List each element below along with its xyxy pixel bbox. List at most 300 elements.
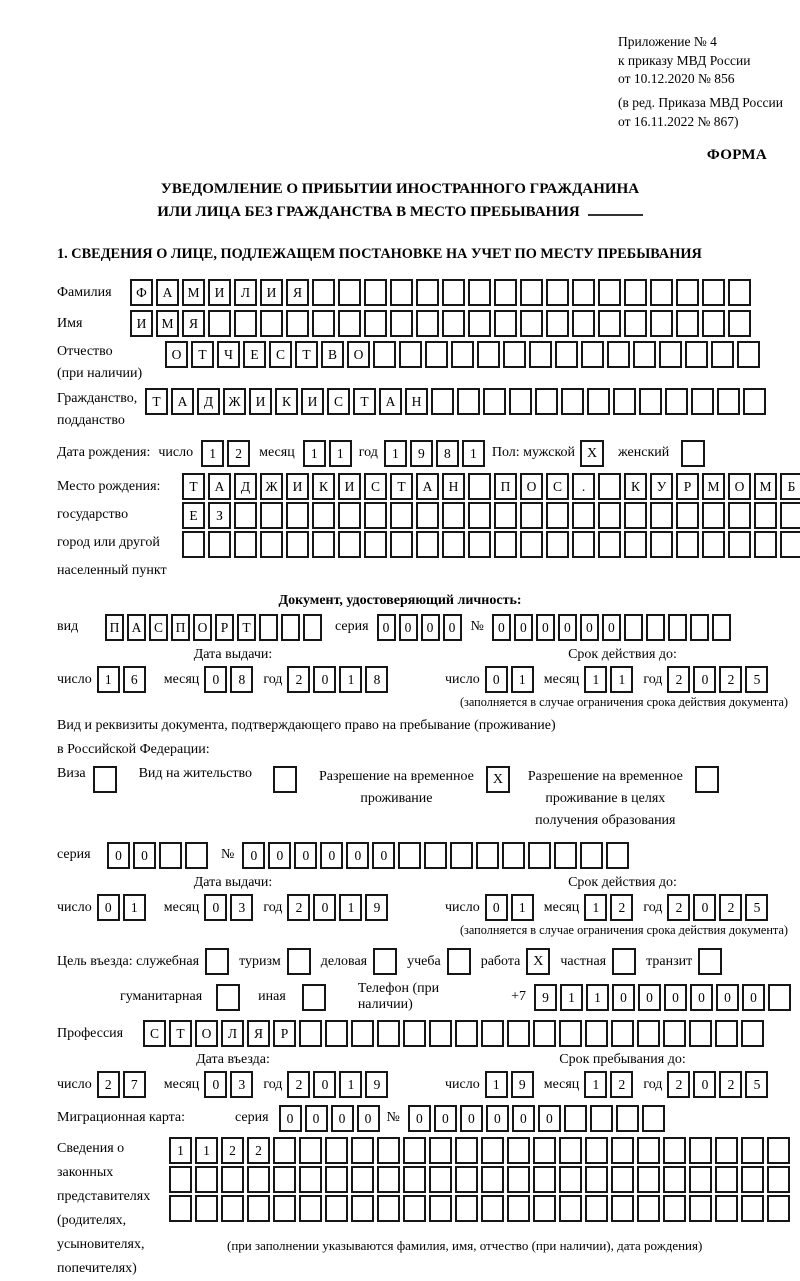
char-cell[interactable] — [338, 531, 361, 558]
char-cell[interactable] — [743, 388, 766, 415]
char-cell[interactable]: Е — [243, 341, 266, 368]
char-cell[interactable]: Л — [234, 279, 257, 306]
char-cell[interactable] — [442, 310, 465, 337]
char-cell[interactable]: Д — [197, 388, 220, 415]
char-cell[interactable] — [624, 531, 647, 558]
char-cell[interactable]: 0 — [538, 1105, 561, 1132]
char-cell[interactable] — [416, 502, 439, 529]
char-cell[interactable] — [676, 502, 699, 529]
char-cell[interactable] — [689, 1020, 712, 1047]
char-cell[interactable] — [195, 1166, 218, 1193]
char-cell[interactable] — [741, 1020, 764, 1047]
char-cell[interactable] — [377, 1137, 400, 1164]
char-cell[interactable] — [520, 531, 543, 558]
char-cell[interactable]: С — [546, 473, 569, 500]
char-cell[interactable] — [689, 1166, 712, 1193]
char-cell[interactable] — [403, 1137, 426, 1164]
char-cell[interactable] — [325, 1166, 348, 1193]
char-cell[interactable] — [377, 1166, 400, 1193]
char-cell[interactable] — [273, 1195, 296, 1222]
char-cell[interactable] — [572, 502, 595, 529]
char-cell[interactable]: 0 — [492, 614, 511, 641]
char-cell[interactable] — [416, 531, 439, 558]
char-cell[interactable]: И — [260, 279, 283, 306]
char-cell[interactable]: А — [416, 473, 439, 500]
char-cell[interactable] — [455, 1166, 478, 1193]
char-cell[interactable]: С — [149, 614, 168, 641]
char-cell[interactable] — [741, 1195, 764, 1222]
char-cell[interactable] — [364, 310, 387, 337]
char-cell[interactable] — [637, 1137, 660, 1164]
stay-until-month[interactable] — [584, 1071, 636, 1098]
char-cell[interactable] — [364, 531, 387, 558]
char-cell[interactable] — [780, 502, 800, 529]
iddoc-series-cells[interactable] — [377, 614, 465, 641]
migration-number-cells[interactable] — [408, 1105, 668, 1132]
char-cell[interactable]: 0 — [399, 614, 418, 641]
char-cell[interactable] — [691, 388, 714, 415]
char-cell[interactable] — [451, 341, 474, 368]
char-cell[interactable] — [338, 310, 361, 337]
char-cell[interactable]: К — [624, 473, 647, 500]
char-cell[interactable]: Ж — [260, 473, 283, 500]
char-cell[interactable]: С — [327, 388, 350, 415]
char-cell[interactable] — [715, 1137, 738, 1164]
char-cell[interactable] — [390, 279, 413, 306]
char-cell[interactable]: 8 — [230, 666, 253, 693]
rvp-checkbox[interactable]: X — [486, 766, 510, 793]
char-cell[interactable] — [564, 1105, 587, 1132]
char-cell[interactable] — [637, 1166, 660, 1193]
char-cell[interactable]: 0 — [434, 1105, 457, 1132]
char-cell[interactable]: 0 — [514, 614, 533, 641]
char-cell[interactable] — [281, 614, 300, 641]
char-cell[interactable]: 0 — [693, 1071, 716, 1098]
char-cell[interactable] — [685, 341, 708, 368]
char-cell[interactable] — [712, 614, 731, 641]
char-cell[interactable] — [481, 1020, 504, 1047]
char-cell[interactable] — [767, 1137, 790, 1164]
char-cell[interactable] — [221, 1195, 244, 1222]
char-cell[interactable]: 0 — [372, 842, 395, 869]
char-cell[interactable]: 2 — [719, 666, 742, 693]
char-cell[interactable] — [494, 310, 517, 337]
iddoc-valid-month[interactable] — [584, 666, 636, 693]
char-cell[interactable]: 2 — [287, 666, 310, 693]
char-cell[interactable] — [663, 1195, 686, 1222]
char-cell[interactable] — [689, 1137, 712, 1164]
profession-cells[interactable] — [143, 1020, 767, 1047]
citizenship-cells[interactable] — [145, 388, 769, 415]
char-cell[interactable] — [702, 279, 725, 306]
char-cell[interactable] — [546, 310, 569, 337]
char-cell[interactable] — [429, 1195, 452, 1222]
char-cell[interactable]: 0 — [204, 1071, 227, 1098]
char-cell[interactable]: Ф — [130, 279, 153, 306]
char-cell[interactable] — [273, 1166, 296, 1193]
firstname-cells[interactable] — [130, 310, 754, 337]
char-cell[interactable] — [185, 842, 208, 869]
char-cell[interactable] — [390, 310, 413, 337]
purpose-delovaya-checkbox[interactable] — [373, 948, 397, 975]
char-cell[interactable]: 0 — [279, 1105, 302, 1132]
char-cell[interactable] — [312, 531, 335, 558]
char-cell[interactable] — [767, 1166, 790, 1193]
char-cell[interactable]: 2 — [247, 1137, 270, 1164]
char-cell[interactable] — [587, 388, 610, 415]
char-cell[interactable]: 1 — [339, 1071, 362, 1098]
char-cell[interactable] — [509, 388, 532, 415]
char-cell[interactable] — [555, 341, 578, 368]
char-cell[interactable] — [429, 1166, 452, 1193]
char-cell[interactable] — [606, 842, 629, 869]
char-cell[interactable]: 1 — [339, 666, 362, 693]
char-cell[interactable] — [286, 531, 309, 558]
char-cell[interactable] — [690, 614, 709, 641]
char-cell[interactable]: Т — [145, 388, 168, 415]
char-cell[interactable] — [351, 1166, 374, 1193]
char-cell[interactable] — [581, 341, 604, 368]
char-cell[interactable]: С — [364, 473, 387, 500]
birth-day-cells[interactable] — [201, 440, 253, 467]
char-cell[interactable] — [676, 531, 699, 558]
char-cell[interactable]: О — [193, 614, 212, 641]
char-cell[interactable] — [399, 341, 422, 368]
char-cell[interactable] — [572, 310, 595, 337]
char-cell[interactable] — [390, 531, 413, 558]
char-cell[interactable]: 0 — [313, 1071, 336, 1098]
char-cell[interactable] — [616, 1105, 639, 1132]
resdoc-series-cells[interactable] — [107, 842, 211, 869]
iddoc-issue-day[interactable] — [97, 666, 149, 693]
char-cell[interactable]: 1 — [610, 666, 633, 693]
resdoc-valid-day[interactable] — [485, 894, 537, 921]
char-cell[interactable] — [546, 531, 569, 558]
char-cell[interactable]: 2 — [610, 1071, 633, 1098]
char-cell[interactable]: У — [650, 473, 673, 500]
char-cell[interactable]: 1 — [584, 666, 607, 693]
char-cell[interactable]: П — [494, 473, 517, 500]
purpose-turizm-checkbox[interactable] — [287, 948, 311, 975]
char-cell[interactable]: О — [165, 341, 188, 368]
char-cell[interactable] — [768, 984, 791, 1011]
iddoc-issue-month[interactable] — [204, 666, 256, 693]
char-cell[interactable]: Я — [247, 1020, 270, 1047]
purpose-tranzit-checkbox[interactable] — [698, 948, 722, 975]
char-cell[interactable] — [312, 279, 335, 306]
residence-permit-checkbox[interactable] — [273, 766, 297, 793]
char-cell[interactable]: 2 — [667, 894, 690, 921]
char-cell[interactable]: Т — [353, 388, 376, 415]
char-cell[interactable] — [442, 279, 465, 306]
char-cell[interactable]: 7 — [123, 1071, 146, 1098]
char-cell[interactable] — [572, 531, 595, 558]
char-cell[interactable] — [468, 473, 491, 500]
char-cell[interactable] — [416, 279, 439, 306]
char-cell[interactable] — [533, 1166, 556, 1193]
char-cell[interactable] — [208, 531, 231, 558]
char-cell[interactable]: 0 — [664, 984, 687, 1011]
char-cell[interactable] — [529, 341, 552, 368]
char-cell[interactable]: М — [156, 310, 179, 337]
iddoc-valid-year[interactable] — [667, 666, 771, 693]
rvp-edu-checkbox[interactable] — [695, 766, 719, 793]
char-cell[interactable] — [325, 1020, 348, 1047]
char-cell[interactable]: 9 — [365, 1071, 388, 1098]
char-cell[interactable] — [481, 1166, 504, 1193]
char-cell[interactable]: И — [208, 279, 231, 306]
char-cell[interactable]: Б — [780, 473, 800, 500]
char-cell[interactable]: 0 — [558, 614, 577, 641]
char-cell[interactable] — [312, 502, 335, 529]
char-cell[interactable] — [663, 1020, 686, 1047]
char-cell[interactable] — [299, 1166, 322, 1193]
char-cell[interactable]: Т — [191, 341, 214, 368]
char-cell[interactable] — [624, 310, 647, 337]
char-cell[interactable]: 0 — [204, 666, 227, 693]
char-cell[interactable]: 2 — [719, 894, 742, 921]
char-cell[interactable] — [442, 502, 465, 529]
purpose-sluzhebnaya-checkbox[interactable] — [205, 948, 229, 975]
char-cell[interactable]: 9 — [410, 440, 433, 467]
char-cell[interactable]: 1 — [201, 440, 224, 467]
char-cell[interactable] — [520, 279, 543, 306]
char-cell[interactable] — [455, 1137, 478, 1164]
iddoc-issue-year[interactable] — [287, 666, 391, 693]
char-cell[interactable]: 9 — [365, 894, 388, 921]
char-cell[interactable] — [416, 310, 439, 337]
char-cell[interactable]: 0 — [242, 842, 265, 869]
sex-male-checkbox[interactable]: X — [580, 440, 604, 467]
char-cell[interactable]: И — [249, 388, 272, 415]
char-cell[interactable]: 0 — [346, 842, 369, 869]
char-cell[interactable]: 9 — [511, 1071, 534, 1098]
char-cell[interactable] — [624, 614, 643, 641]
char-cell[interactable] — [663, 1166, 686, 1193]
char-cell[interactable] — [351, 1137, 374, 1164]
char-cell[interactable] — [559, 1166, 582, 1193]
char-cell[interactable]: 1 — [584, 894, 607, 921]
char-cell[interactable] — [607, 341, 630, 368]
char-cell[interactable] — [715, 1166, 738, 1193]
char-cell[interactable]: Т — [169, 1020, 192, 1047]
char-cell[interactable] — [494, 531, 517, 558]
char-cell[interactable] — [169, 1195, 192, 1222]
char-cell[interactable]: 1 — [97, 666, 120, 693]
char-cell[interactable] — [728, 531, 751, 558]
stay-until-year[interactable] — [667, 1071, 771, 1098]
char-cell[interactable]: О — [520, 473, 543, 500]
char-cell[interactable]: С — [269, 341, 292, 368]
char-cell[interactable] — [247, 1166, 270, 1193]
stay-until-day[interactable] — [485, 1071, 537, 1098]
char-cell[interactable] — [639, 388, 662, 415]
char-cell[interactable]: 1 — [586, 984, 609, 1011]
char-cell[interactable] — [159, 842, 182, 869]
char-cell[interactable] — [390, 502, 413, 529]
char-cell[interactable]: Ч — [217, 341, 240, 368]
char-cell[interactable] — [754, 531, 777, 558]
char-cell[interactable]: 2 — [287, 894, 310, 921]
char-cell[interactable]: 0 — [693, 894, 716, 921]
char-cell[interactable] — [483, 388, 506, 415]
char-cell[interactable] — [559, 1020, 582, 1047]
char-cell[interactable] — [468, 279, 491, 306]
char-cell[interactable]: 5 — [745, 1071, 768, 1098]
char-cell[interactable]: 0 — [485, 894, 508, 921]
char-cell[interactable]: А — [379, 388, 402, 415]
char-cell[interactable] — [741, 1137, 764, 1164]
char-cell[interactable] — [585, 1166, 608, 1193]
char-cell[interactable] — [767, 1195, 790, 1222]
char-cell[interactable] — [676, 310, 699, 337]
char-cell[interactable] — [702, 531, 725, 558]
char-cell[interactable] — [533, 1195, 556, 1222]
char-cell[interactable] — [546, 279, 569, 306]
char-cell[interactable] — [533, 1137, 556, 1164]
char-cell[interactable] — [260, 502, 283, 529]
char-cell[interactable] — [234, 531, 257, 558]
char-cell[interactable]: 2 — [719, 1071, 742, 1098]
char-cell[interactable] — [598, 279, 621, 306]
char-cell[interactable] — [377, 1020, 400, 1047]
representatives-row3-cells[interactable] — [169, 1195, 793, 1222]
iddoc-number-cells[interactable] — [492, 614, 734, 641]
representatives-row1-cells[interactable] — [169, 1137, 793, 1164]
char-cell[interactable] — [754, 502, 777, 529]
char-cell[interactable]: Р — [215, 614, 234, 641]
char-cell[interactable]: Д — [234, 473, 257, 500]
char-cell[interactable] — [585, 1195, 608, 1222]
char-cell[interactable] — [299, 1020, 322, 1047]
char-cell[interactable]: 1 — [511, 894, 534, 921]
char-cell[interactable] — [429, 1020, 452, 1047]
char-cell[interactable] — [481, 1195, 504, 1222]
char-cell[interactable] — [520, 502, 543, 529]
char-cell[interactable] — [286, 310, 309, 337]
char-cell[interactable]: 1 — [384, 440, 407, 467]
char-cell[interactable]: Т — [237, 614, 256, 641]
char-cell[interactable] — [195, 1195, 218, 1222]
char-cell[interactable] — [364, 502, 387, 529]
purpose-chastnaya-checkbox[interactable] — [612, 948, 636, 975]
char-cell[interactable]: А — [127, 614, 146, 641]
char-cell[interactable]: 2 — [610, 894, 633, 921]
char-cell[interactable] — [659, 341, 682, 368]
char-cell[interactable] — [507, 1020, 530, 1047]
char-cell[interactable] — [259, 614, 278, 641]
char-cell[interactable]: 6 — [123, 666, 146, 693]
char-cell[interactable] — [403, 1166, 426, 1193]
char-cell[interactable] — [351, 1195, 374, 1222]
char-cell[interactable] — [642, 1105, 665, 1132]
char-cell[interactable] — [598, 502, 621, 529]
char-cell[interactable]: П — [171, 614, 190, 641]
char-cell[interactable] — [728, 279, 751, 306]
char-cell[interactable]: 0 — [580, 614, 599, 641]
char-cell[interactable]: 0 — [460, 1105, 483, 1132]
migration-series-cells[interactable] — [279, 1105, 383, 1132]
char-cell[interactable]: Н — [442, 473, 465, 500]
char-cell[interactable] — [650, 531, 673, 558]
char-cell[interactable]: О — [347, 341, 370, 368]
char-cell[interactable]: 0 — [357, 1105, 380, 1132]
char-cell[interactable] — [494, 279, 517, 306]
char-cell[interactable] — [299, 1195, 322, 1222]
char-cell[interactable] — [590, 1105, 613, 1132]
char-cell[interactable] — [598, 531, 621, 558]
char-cell[interactable]: 0 — [268, 842, 291, 869]
char-cell[interactable] — [481, 1137, 504, 1164]
char-cell[interactable] — [169, 1166, 192, 1193]
char-cell[interactable] — [299, 1137, 322, 1164]
char-cell[interactable] — [646, 614, 665, 641]
char-cell[interactable] — [286, 502, 309, 529]
char-cell[interactable]: 0 — [97, 894, 120, 921]
char-cell[interactable]: 1 — [462, 440, 485, 467]
char-cell[interactable]: О — [728, 473, 751, 500]
char-cell[interactable] — [338, 279, 361, 306]
char-cell[interactable] — [689, 1195, 712, 1222]
char-cell[interactable]: 1 — [339, 894, 362, 921]
char-cell[interactable]: Т — [390, 473, 413, 500]
char-cell[interactable] — [494, 502, 517, 529]
char-cell[interactable] — [507, 1137, 530, 1164]
char-cell[interactable]: 1 — [169, 1137, 192, 1164]
char-cell[interactable]: 3 — [230, 894, 253, 921]
birthplace-row3-cells[interactable] — [182, 531, 800, 558]
char-cell[interactable]: 1 — [560, 984, 583, 1011]
char-cell[interactable] — [312, 310, 335, 337]
visa-checkbox[interactable] — [93, 766, 117, 793]
representatives-row2-cells[interactable] — [169, 1166, 793, 1193]
char-cell[interactable] — [624, 502, 647, 529]
char-cell[interactable]: И — [338, 473, 361, 500]
char-cell[interactable] — [398, 842, 421, 869]
char-cell[interactable] — [650, 310, 673, 337]
char-cell[interactable]: 0 — [294, 842, 317, 869]
char-cell[interactable]: М — [182, 279, 205, 306]
char-cell[interactable] — [338, 502, 361, 529]
char-cell[interactable] — [182, 531, 205, 558]
resdoc-valid-year[interactable] — [667, 894, 771, 921]
char-cell[interactable] — [468, 310, 491, 337]
purpose-inaya-checkbox[interactable] — [302, 984, 326, 1011]
char-cell[interactable] — [450, 842, 473, 869]
char-cell[interactable] — [533, 1020, 556, 1047]
char-cell[interactable]: 0 — [313, 666, 336, 693]
char-cell[interactable] — [468, 531, 491, 558]
char-cell[interactable] — [457, 388, 480, 415]
char-cell[interactable]: А — [171, 388, 194, 415]
char-cell[interactable] — [260, 310, 283, 337]
char-cell[interactable] — [598, 473, 621, 500]
iddoc-type-cells[interactable] — [105, 614, 325, 641]
char-cell[interactable]: 0 — [107, 842, 130, 869]
char-cell[interactable]: 9 — [534, 984, 557, 1011]
char-cell[interactable]: 5 — [745, 894, 768, 921]
char-cell[interactable] — [737, 341, 760, 368]
char-cell[interactable]: . — [572, 473, 595, 500]
resdoc-issue-day[interactable] — [97, 894, 149, 921]
char-cell[interactable] — [554, 842, 577, 869]
char-cell[interactable]: А — [208, 473, 231, 500]
char-cell[interactable]: Т — [295, 341, 318, 368]
char-cell[interactable]: 0 — [443, 614, 462, 641]
char-cell[interactable] — [503, 341, 526, 368]
resdoc-issue-year[interactable] — [287, 894, 391, 921]
char-cell[interactable]: 0 — [602, 614, 621, 641]
